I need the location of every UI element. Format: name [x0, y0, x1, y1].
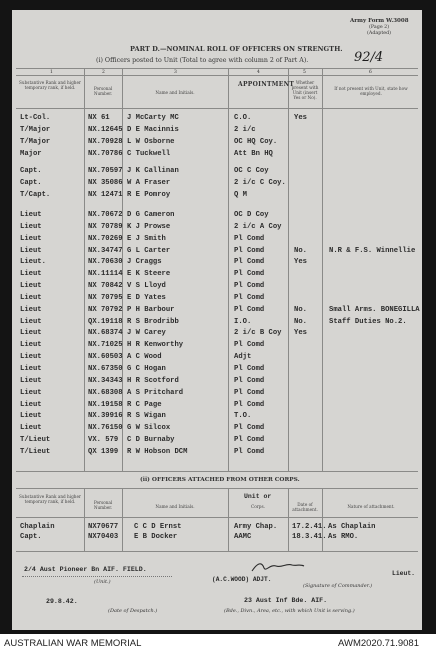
column-number: 2 — [102, 70, 105, 75]
officer-appointment: Q M — [234, 191, 247, 200]
column-number: 4 — [257, 70, 260, 75]
officer-row — [12, 377, 422, 386]
officer-row — [12, 270, 422, 279]
officer-appointment: Adjt — [234, 353, 252, 362]
officer-row — [12, 114, 422, 123]
page-note: (Page 2) — [369, 25, 390, 30]
column-number: 3 — [174, 70, 177, 75]
section-ii-title: (ii) OFFICERS ATTACHED FROM OTHER CORPS. — [140, 477, 300, 483]
officer-name: G L Carter — [127, 246, 171, 255]
officer-rank: T/Lieut — [20, 436, 51, 445]
attached-unit-header: Unit or — [244, 493, 272, 500]
attached-date-header: Date of attachment. — [292, 502, 318, 512]
officer-appointment: I.O. — [234, 317, 252, 326]
officer-personal-number: NX.60503 — [88, 353, 123, 362]
officer-name: P H Barbour — [127, 305, 175, 314]
officer-name: V S Lloyd — [127, 282, 166, 291]
attached-rank: Capt. — [20, 533, 42, 541]
officer-personal-number: NX.68374 — [88, 329, 123, 338]
column-number: 5 — [303, 70, 306, 75]
attached-corps-header: Corps. — [251, 504, 265, 509]
officer-rank: T/Lieut — [20, 447, 51, 456]
officer-row — [12, 138, 422, 147]
officer-personal-number: NX.34343 — [88, 376, 123, 385]
section-ii-header-bottom — [16, 517, 418, 518]
officer-row — [12, 389, 422, 398]
officer-present: Yes — [294, 258, 307, 267]
signed-name: (A.C.WOOD) ADJT. — [212, 576, 272, 583]
despatch-date-caption: (Date of Despatch.) — [108, 608, 158, 614]
officer-personal-number: NX.71025 — [88, 341, 123, 350]
officer-rank: Lieut. — [20, 258, 46, 267]
section-ii-header-rule — [16, 488, 418, 489]
officer-rank: Capt. — [20, 167, 42, 176]
unit-name: 2/4 Aust Pioneer Bn AIF. FIELD. — [24, 566, 147, 573]
officer-appointment: 2 i/c C Coy. — [234, 179, 286, 188]
attached-name-header: Name and Initials. — [155, 504, 195, 509]
officer-appointment: Pl Comd — [234, 424, 265, 433]
commander-caption: (Signature of Commander.) — [303, 583, 373, 589]
header-bottom-rule — [16, 108, 418, 109]
officer-name: K J Prowse — [127, 222, 171, 231]
unit-caption: (Unit.) — [94, 579, 111, 585]
officer-rank: T/Capt. — [20, 191, 51, 200]
officer-row — [12, 424, 422, 433]
officer-personal-number: NX.76150 — [88, 424, 123, 433]
officer-name: E J Smith — [127, 234, 166, 243]
personal-number-header: Personal Number. — [93, 86, 113, 96]
not-present-header: If not present with Unit, state how employed. — [334, 86, 408, 96]
officer-appointment: Pl Comd — [234, 246, 265, 255]
officer-name: C D Burnaby — [127, 436, 175, 445]
rank-column-header: Substantive Rank and higher temporary rank, if held. — [19, 80, 81, 90]
officer-name: J McCarty MC — [127, 114, 179, 122]
officer-personal-number: NX 70792 — [88, 305, 123, 314]
officer-personal-number: NX 35086 — [88, 179, 123, 188]
officer-rank: T/Major — [20, 137, 51, 146]
officer-name: H R Scotford — [127, 376, 179, 385]
officer-personal-number: NX.34747 — [88, 246, 123, 255]
signer-rank: Lieut. — [392, 570, 416, 577]
attached-name: C C D Ernst — [134, 523, 182, 531]
officer-appointment: C.O. — [234, 114, 252, 122]
officer-appointment: Pl Comd — [234, 365, 265, 373]
officer-name: D E Macinnis — [127, 125, 179, 134]
officer-rank: Lieut — [20, 234, 42, 243]
officer-note: N.R & F.S. Winnellie — [329, 246, 416, 255]
officer-rank: Major — [20, 149, 42, 158]
officer-personal-number: NX.19158 — [88, 400, 123, 409]
archive-footer — [0, 634, 436, 653]
officer-row — [12, 150, 422, 159]
officer-appointment: Att Bn HQ — [234, 149, 273, 158]
officer-row — [12, 179, 422, 188]
officer-rank: Lieut — [20, 246, 42, 255]
officer-name: A C Wood — [127, 353, 162, 362]
unit-dotted-line — [22, 576, 172, 577]
officer-appointment: 2 i/c A Coy — [234, 222, 282, 231]
officer-personal-number: QX 1399 — [88, 447, 119, 456]
officer-rank: Lieut — [20, 222, 42, 231]
officer-row — [12, 167, 422, 176]
officer-appointment: Pl Comd — [234, 305, 265, 314]
commander-signature — [250, 560, 306, 577]
officer-rank: T/Major — [20, 125, 51, 134]
officer-personal-number: NX 12471 — [88, 191, 123, 200]
officer-row — [12, 258, 422, 267]
officer-personal-number: NX.12645 — [88, 125, 123, 134]
despatch-date: 29.8.42. — [46, 598, 78, 605]
officer-row — [12, 223, 422, 232]
officer-row — [12, 448, 422, 457]
officer-personal-number: NX.39916 — [88, 412, 123, 421]
formation-caption: (Bde., Divn., Area, etc., with which Unit is serving.) — [224, 608, 355, 614]
present-column-header: Whether present with Unit (insert Yes or No). — [291, 80, 319, 100]
officer-name: A S Pritchard — [127, 388, 184, 397]
section-i-title: (i) Officers posted to Unit (Total to agree with column 2 of Part A). — [96, 57, 309, 64]
officer-appointment: Pl Comd — [234, 282, 265, 291]
officer-name: L W Osborne — [127, 137, 175, 146]
officer-name: R S Wigan — [127, 412, 166, 421]
officer-appointment: Pl Comd — [234, 293, 265, 302]
officer-rank: Lieut — [20, 270, 42, 279]
officer-rank: Lieut — [20, 365, 42, 373]
officer-appointment: Pl Comd — [234, 400, 265, 409]
officer-name: H R Kenworthy — [127, 341, 184, 350]
officer-rank: Lieut — [20, 317, 42, 326]
officer-rank: Lieut — [20, 293, 42, 302]
officer-personal-number: NX.70597 — [88, 167, 123, 176]
officer-row — [12, 211, 422, 220]
document-page — [12, 10, 422, 630]
officer-rank: Lieut — [20, 353, 42, 362]
officer-name: R S Brodribb — [127, 317, 179, 326]
officer-personal-number: VX. 579 — [88, 436, 119, 445]
officer-name: E D Yates — [127, 293, 166, 302]
officer-rank: Lt-Col. — [20, 114, 51, 122]
officer-rank: Lieut — [20, 424, 42, 433]
officer-appointment: OC D Coy — [234, 210, 269, 219]
formation-name: 23 Aust Inf Bde. AIF. — [244, 597, 328, 604]
officer-row — [12, 235, 422, 244]
officer-row — [12, 126, 422, 135]
officer-name: R W Hobson DCM — [127, 447, 188, 456]
handwritten-total: 92/4 — [354, 50, 384, 65]
section-ii-bottom-rule — [16, 551, 418, 552]
attached-name: E B Docker — [134, 533, 178, 541]
name-column-header: Name and Initials. — [155, 90, 195, 95]
officer-appointment: Pl Comd — [234, 388, 265, 397]
handwritten-signature-icon — [250, 560, 306, 574]
officer-name: J K Callinan — [127, 167, 179, 176]
officer-rank: Lieut — [20, 376, 42, 385]
officer-note: Small Arms. BONEGILLA — [329, 305, 420, 314]
part-title: PART D.—NOMINAL ROLL OF OFFICERS ON STRENGTH. — [130, 45, 343, 53]
officer-present: Yes — [294, 329, 307, 338]
attached-personal-header: Personal Number. — [93, 500, 113, 510]
officer-present: No. — [294, 317, 307, 326]
army-form-label: Army Form W.3008 — [350, 18, 409, 24]
officer-row — [12, 341, 422, 350]
officer-personal-number: NX 70842 — [88, 282, 123, 291]
attached-personal-number: NX70403 — [88, 533, 119, 541]
officer-name: R C Page — [127, 400, 162, 409]
officer-rank: Lieut — [20, 329, 42, 338]
table-top-rule — [16, 68, 418, 69]
officer-personal-number: NX.70672 — [88, 210, 123, 219]
officer-appointment: 2 i/c — [234, 125, 256, 134]
officer-rank: Lieut — [20, 412, 42, 421]
officer-personal-number: NX.67350 — [88, 365, 123, 373]
officer-present: No. — [294, 246, 307, 255]
officer-name: W A Fraser — [127, 179, 171, 188]
officer-row — [12, 282, 422, 291]
officer-personal-number: NX.68308 — [88, 388, 123, 397]
officer-name: E K Steere — [127, 270, 171, 279]
footer-institution: AUSTRALIAN WAR MEMORIAL — [4, 638, 142, 649]
officer-personal-number: NX.70630 — [88, 258, 123, 267]
officer-personal-number: NX 70789 — [88, 222, 123, 231]
officer-row — [12, 306, 422, 315]
officer-rank: Lieut — [20, 305, 42, 314]
officer-appointment: Pl Comd — [234, 436, 265, 445]
attached-personal-number: NX70677 — [88, 523, 119, 531]
officer-personal-number: NX.70269 — [88, 234, 123, 243]
officer-name: G W Silcox — [127, 424, 171, 433]
officer-personal-number: NX 61 — [88, 114, 110, 122]
column-number: 6 — [369, 70, 372, 75]
officer-present: No. — [294, 305, 307, 314]
officer-row — [12, 365, 422, 374]
officer-appointment: Pl Comd — [234, 447, 265, 456]
officer-appointment: OC HQ Coy. — [234, 137, 278, 146]
attached-row — [12, 523, 422, 532]
officer-appointment: Pl Comd — [234, 341, 265, 350]
officer-name: R E Pomroy — [127, 191, 171, 200]
officer-note: Staff Duties No.2. — [329, 317, 407, 326]
officer-appointment: OC C Coy — [234, 167, 269, 176]
officer-name: J W Carey — [127, 329, 166, 338]
column-number-rule — [16, 75, 418, 76]
adapted-note: (Adapted) — [367, 31, 392, 36]
officer-name: C Tuckwell — [127, 149, 171, 158]
officer-appointment: Pl Comd — [234, 270, 265, 279]
attached-rank-header: Substantive Rank and higher temporary rank, if held. — [19, 494, 81, 504]
section-ii-top-rule — [16, 471, 418, 472]
officer-rank: Lieut — [20, 282, 42, 291]
officer-rank: Lieut — [20, 210, 42, 219]
officer-rank: Lieut — [20, 388, 42, 397]
officer-row — [12, 294, 422, 303]
officer-row — [12, 412, 422, 421]
attached-nature: As RMO. — [328, 533, 359, 541]
footer-accession-number: AWM2020.71.9081 — [338, 638, 419, 649]
officer-present: Yes — [294, 114, 307, 122]
column-number: 1 — [50, 70, 53, 75]
attached-nature: As Chaplain — [328, 523, 376, 531]
attached-rank: Chaplain — [20, 523, 55, 531]
officer-rank: Capt. — [20, 179, 42, 188]
officer-appointment: Pl Comd — [234, 376, 265, 385]
officer-row — [12, 247, 422, 256]
officer-appointment: 2 i/c B Coy — [234, 329, 282, 338]
officer-appointment: Pl Comd — [234, 258, 265, 267]
officer-name: G C Hogan — [127, 365, 166, 373]
officer-row — [12, 329, 422, 338]
attached-row — [12, 533, 422, 542]
officer-rank: Lieut — [20, 400, 42, 409]
officer-personal-number: NX 70795 — [88, 293, 123, 302]
attached-date: 17.2.41. — [292, 523, 327, 531]
officer-name: D G Cameron — [127, 210, 175, 219]
officer-row — [12, 436, 422, 445]
attached-corps: AAMC — [234, 533, 252, 541]
officer-appointment: T.O. — [234, 412, 252, 421]
officer-rank: Lieut — [20, 341, 42, 350]
officer-row — [12, 401, 422, 410]
officer-personal-number: NX.70786 — [88, 149, 123, 158]
officer-personal-number: NX.11114 — [88, 270, 123, 279]
officer-row — [12, 318, 422, 327]
officer-appointment: Pl Comd — [234, 234, 265, 243]
attached-date: 18.3.41. — [292, 533, 327, 541]
attached-corps: Army Chap. — [234, 523, 278, 531]
appointment-header: APPOINTMENT — [238, 81, 295, 88]
attached-nature-header: Nature of attachment. — [347, 504, 395, 509]
officer-personal-number: QX.19118 — [88, 317, 123, 326]
officer-name: J Craggs — [127, 258, 162, 267]
officer-personal-number: NX.70928 — [88, 137, 123, 146]
officer-row — [12, 191, 422, 200]
officer-row — [12, 353, 422, 362]
